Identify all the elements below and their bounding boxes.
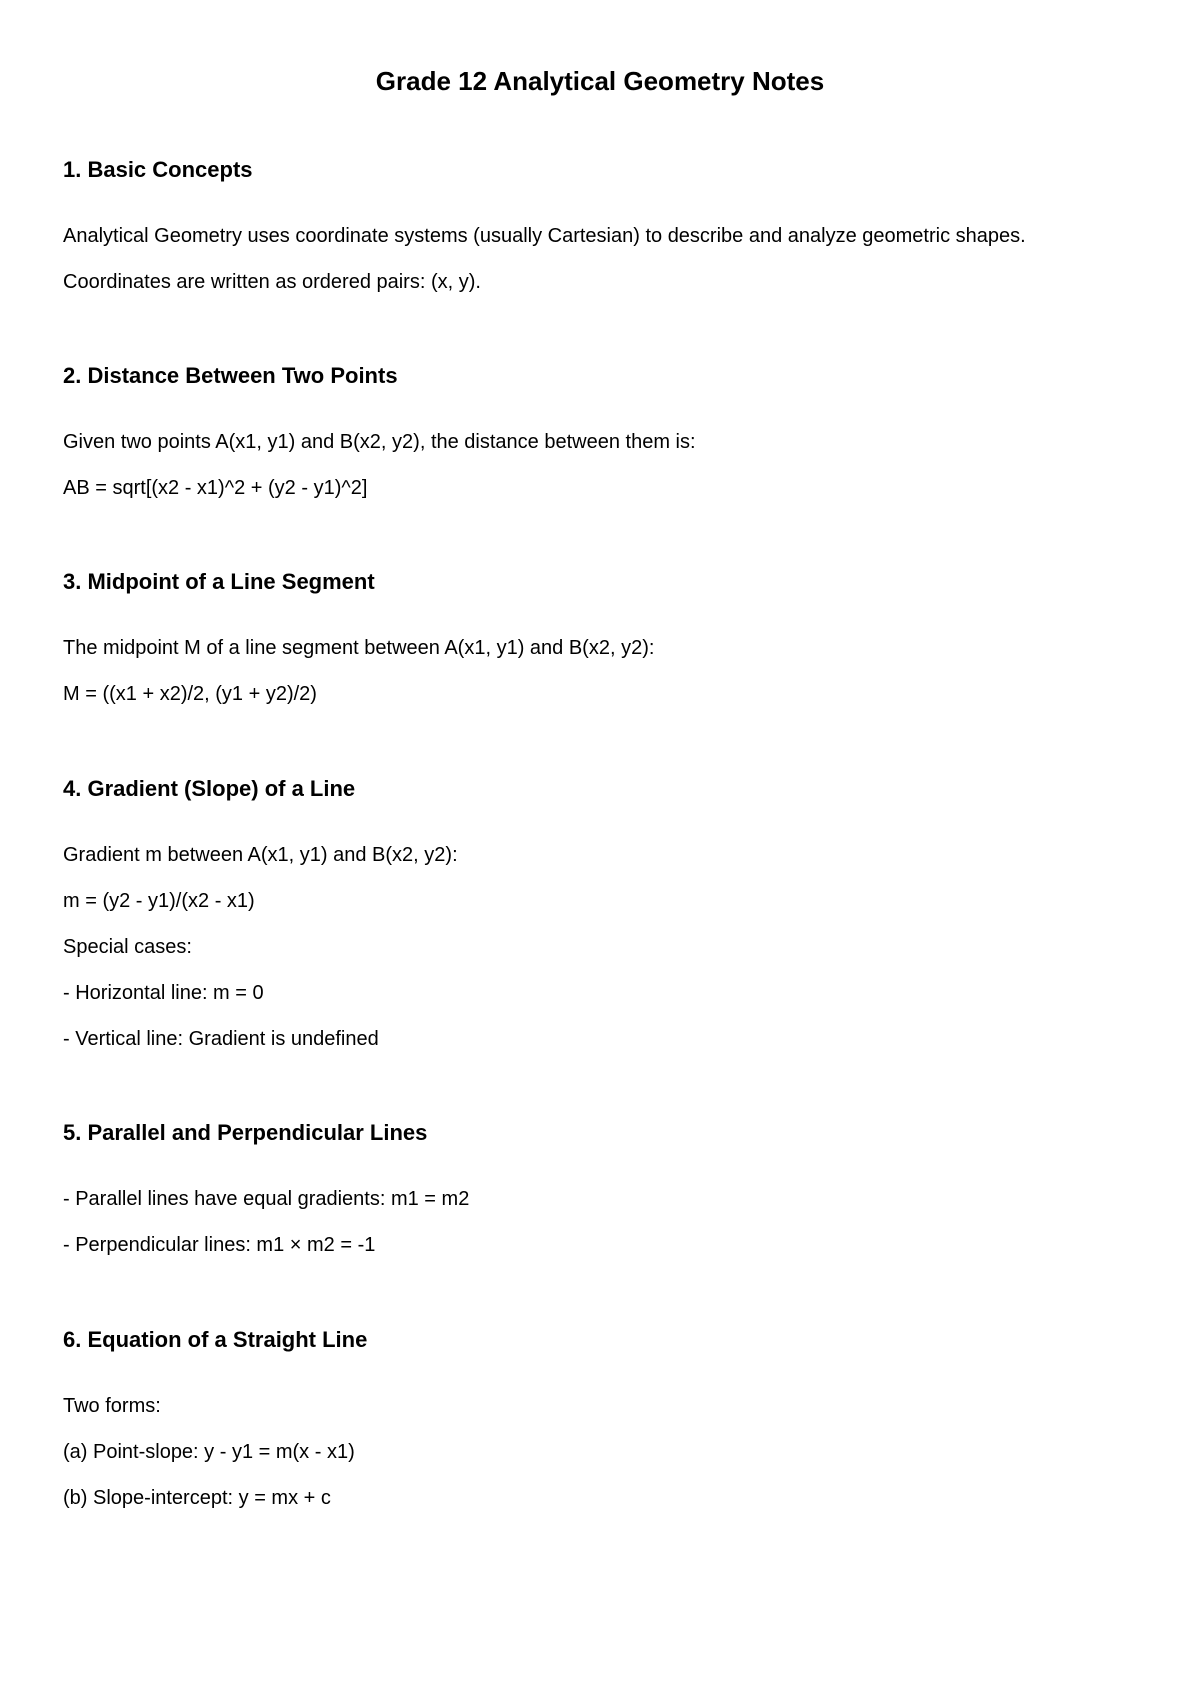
text-line: Analytical Geometry uses coordinate systems (usually Cartesian) to describe and analyze geometric shapes. xyxy=(63,225,1026,247)
section-heading: 2. Distance Between Two Points xyxy=(63,363,398,388)
section-parallel-perpendicular xyxy=(63,1118,1163,1268)
section-midpoint xyxy=(63,567,1163,717)
section-gradient xyxy=(63,774,1163,1062)
section-heading: 5. Parallel and Perpendicular Lines xyxy=(63,1120,428,1145)
formula-line: m = (y2 - y1)/(x2 - x1) xyxy=(63,890,255,912)
page-title: Grade 12 Analytical Geometry Notes xyxy=(375,66,825,96)
section-straight-line-equation xyxy=(63,1325,1163,1521)
formula-line: AB = sqrt[(x2 - x1)^2 + (y2 - y1)^2] xyxy=(63,477,368,499)
section-heading: 6. Equation of a Straight Line xyxy=(63,1327,368,1352)
text-line: Gradient m between A(x1, y1) and B(x2, y2): xyxy=(63,844,458,866)
section-distance xyxy=(63,361,1163,511)
section-basic-concepts xyxy=(63,155,1163,305)
formula-line: (b) Slope-intercept: y = mx + c xyxy=(63,1487,331,1509)
list-item: - Horizontal line: m = 0 xyxy=(63,982,264,1004)
text-line: Two forms: xyxy=(63,1395,161,1417)
formula-line: M = ((x1 + x2)/2, (y1 + y2)/2) xyxy=(63,683,317,705)
text-line: Special cases: xyxy=(63,936,192,958)
text-line: Coordinates are written as ordered pairs: (x, y). xyxy=(63,271,481,293)
section-heading: 4. Gradient (Slope) of a Line xyxy=(63,776,356,801)
text-line: The midpoint M of a line segment between A(x1, y1) and B(x2, y2): xyxy=(63,637,655,659)
section-heading: 3. Midpoint of a Line Segment xyxy=(63,569,375,594)
text-line: Given two points A(x1, y1) and B(x2, y2), the distance between them is: xyxy=(63,431,696,453)
list-item: - Parallel lines have equal gradients: m1 = m2 xyxy=(63,1188,470,1210)
section-heading: 1. Basic Concepts xyxy=(63,157,253,182)
list-item: - Vertical line: Gradient is undefined xyxy=(63,1028,379,1050)
formula-line: (a) Point-slope: y - y1 = m(x - x1) xyxy=(63,1441,355,1463)
list-item: - Perpendicular lines: m1 × m2 = -1 xyxy=(63,1234,376,1256)
